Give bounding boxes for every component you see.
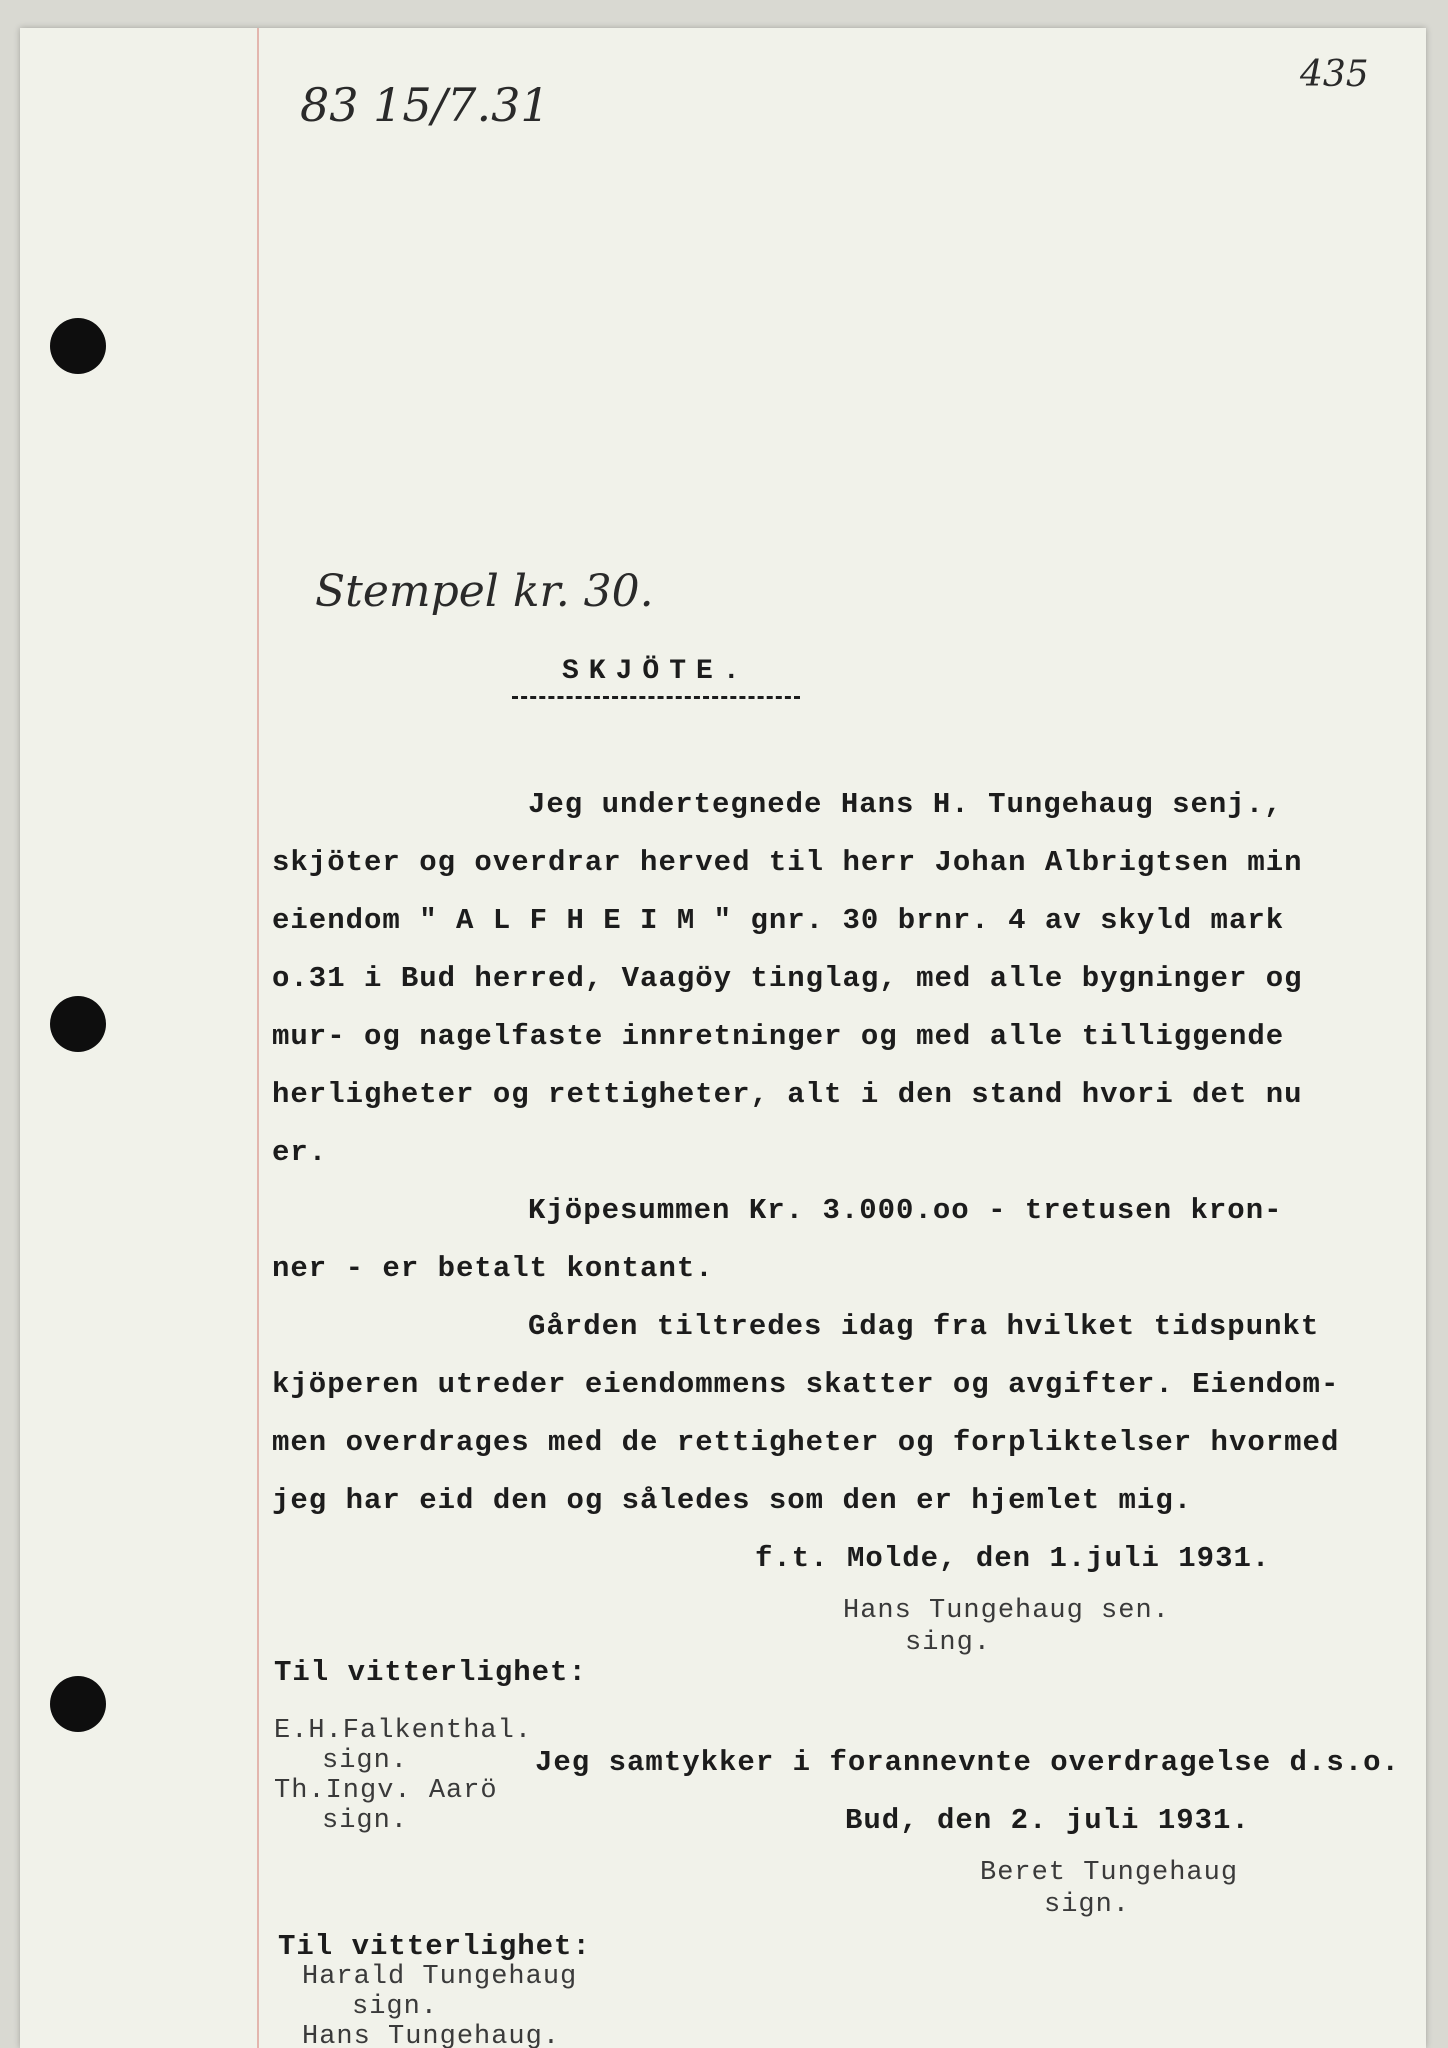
punch-hole bbox=[50, 318, 106, 374]
witness-name: E.H.Falkenthal. bbox=[274, 1716, 533, 1746]
witness-name: Hans Tungehaug. bbox=[302, 2022, 561, 2048]
body-line: mur- og nagelfaste innretninger og med alle tilliggende bbox=[272, 1020, 1285, 1053]
witness-heading: Til vitterlighet: bbox=[278, 1930, 591, 1963]
title-underline bbox=[512, 696, 800, 699]
place-date-bud: Bud, den 2. juli 1931. bbox=[845, 1804, 1250, 1837]
witness-name: Th.Ingv. Aarö bbox=[274, 1776, 498, 1806]
body-line: ner - er betalt kontant. bbox=[272, 1252, 714, 1285]
consent-line: Jeg samtykker i forannevnte overdragelse d.s.o. bbox=[535, 1746, 1400, 1779]
body-line: Kjöpesummen Kr. 3.000.oo - tretusen kron- bbox=[528, 1194, 1283, 1227]
margin-line bbox=[257, 28, 259, 2048]
place-date-molde: f.t. Molde, den 1.juli 1931. bbox=[755, 1542, 1271, 1575]
body-line: herligheter og rettigheter, alt i den stand hvori det nu bbox=[272, 1078, 1303, 1111]
body-line: o.31 i Bud herred, Vaagöy tinglag, med alle bygninger og bbox=[272, 962, 1303, 995]
document-page bbox=[20, 28, 1426, 2048]
witness-name: Harald Tungehaug bbox=[302, 1962, 578, 1992]
handwritten-ref: 83 15/7.31 bbox=[300, 78, 550, 132]
punch-hole bbox=[50, 1676, 106, 1732]
body-line: eiendom " A L F H E I M " gnr. 30 brnr. 4 av skyld mark bbox=[272, 904, 1285, 937]
signer-sign: sing. bbox=[905, 1628, 992, 1658]
witness-heading: Til vitterlighet: bbox=[274, 1656, 587, 1689]
body-line: jeg har eid den og således som den er hjemlet mig. bbox=[272, 1484, 1193, 1517]
handwritten-page-number: 435 bbox=[1300, 54, 1369, 95]
body-line: Gården tiltredes idag fra hvilket tidspunkt bbox=[528, 1310, 1320, 1343]
body-line: men overdrages med de rettigheter og forpliktelser hvormed bbox=[272, 1426, 1340, 1459]
signer-name: Hans Tungehaug sen. bbox=[843, 1596, 1170, 1626]
document-title: SKJÖTE. bbox=[562, 656, 750, 687]
witness-sign: sign. bbox=[322, 1806, 409, 1836]
body-line: Jeg undertegnede Hans H. Tungehaug senj., bbox=[528, 788, 1283, 821]
signer-sign: sign. bbox=[1044, 1890, 1131, 1920]
handwritten-stamp-note: Stempel kr. 30. bbox=[315, 566, 654, 617]
punch-hole bbox=[50, 996, 106, 1052]
body-line: skjöter og overdrar herved til herr Johan Albrigtsen min bbox=[272, 846, 1303, 879]
body-line: kjöperen utreder eiendommens skatter og avgifter. Eiendom- bbox=[272, 1368, 1340, 1401]
witness-sign: sign. bbox=[322, 1746, 409, 1776]
witness-sign: sign. bbox=[352, 1992, 439, 2022]
body-line: er. bbox=[272, 1136, 328, 1169]
signer-name: Beret Tungehaug bbox=[980, 1858, 1239, 1888]
